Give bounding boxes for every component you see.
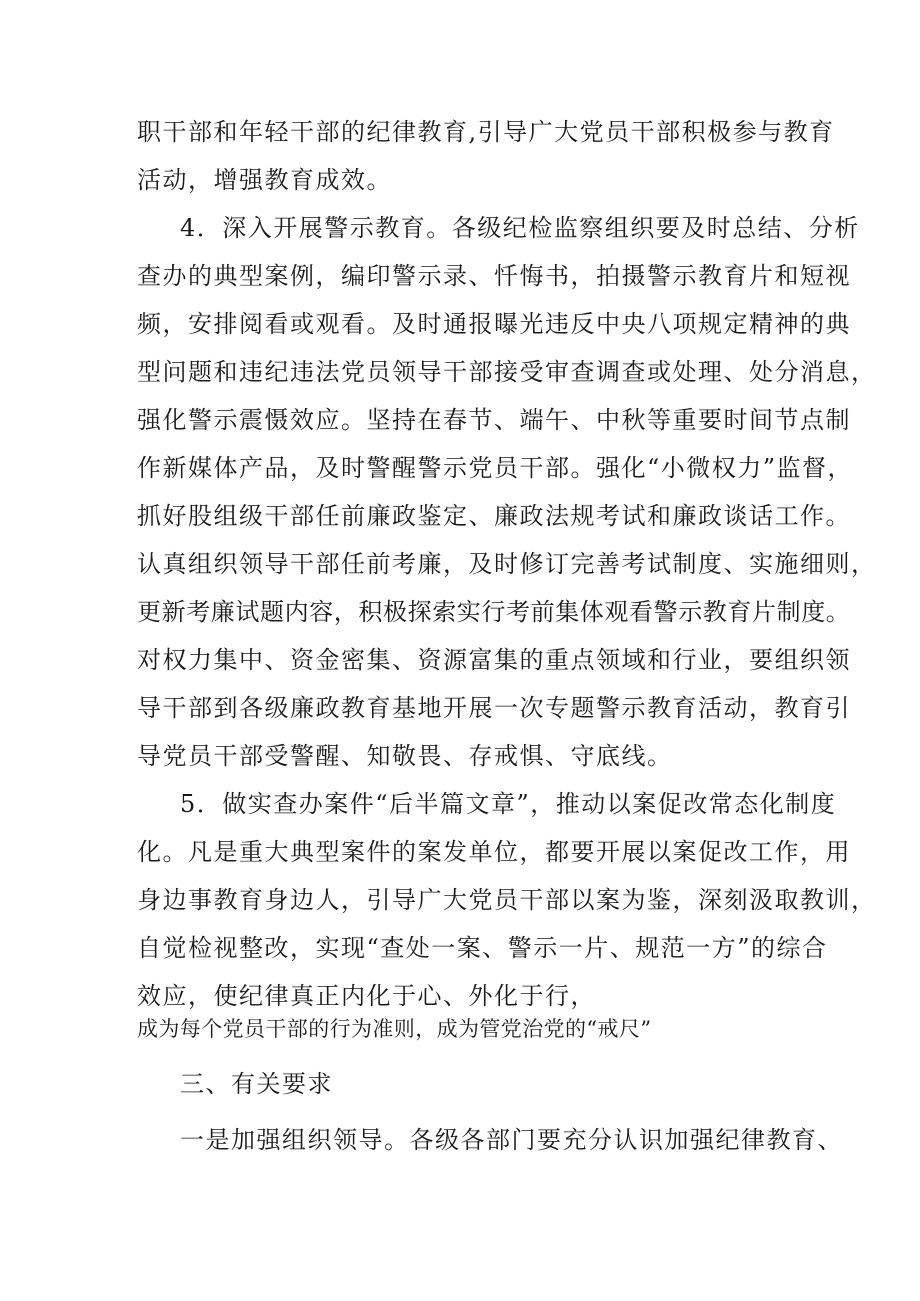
text-line-15: 5．做实查办案件“后半篇文章”，推动以案促改常态化制度 bbox=[180, 790, 837, 818]
text-line-2: 活动，增强教育成效。 bbox=[137, 166, 392, 194]
text-line-1: 职干部和年轻干部的纪律教育,引导广大党员干部积极参与教育 bbox=[137, 118, 835, 146]
text-line-5: 频，安排阅看或观看。及时通报曝光违反中央八项规定精神的典 bbox=[137, 310, 851, 338]
text-line-14: 导党员干部受警醒、知敬畏、存戒惧、守底线。 bbox=[137, 742, 673, 770]
text-line-17: 身边事教育身边人，引导广大党员干部以案为鉴，深刻汲取教训， bbox=[137, 886, 877, 914]
section-heading: 三、有关要求 bbox=[180, 1070, 333, 1098]
text-line-6: 型问题和违纪违法党员领导干部接受审查调查或处理、处分消息， bbox=[137, 358, 877, 386]
text-line-8: 作新媒体产品，及时警醒警示党员干部。强化“小微权力”监督， bbox=[137, 454, 854, 482]
text-line-9: 抓好股组级干部任前廉政鉴定、廉政法规考试和廉政谈话工作。 bbox=[137, 502, 851, 530]
text-line-13: 导干部到各级廉政教育基地开展一次专题警示教育活动，教育引 bbox=[137, 694, 851, 722]
text-line-18: 自觉检视整改，实现“查处一案、警示一片、规范一方”的综合 bbox=[137, 934, 828, 962]
text-line-16: 化。凡是重大典型案件的案发单位，都要开展以案促改工作，用 bbox=[137, 838, 851, 866]
text-line-19: 效应，使纪律真正内化于心、外化于行， bbox=[137, 982, 596, 1010]
text-line-3: 4．深入开展警示教育。各级纪检监察组织要及时总结、分析 bbox=[180, 214, 860, 242]
text-line-12: 对权力集中、资金密集、资源富集的重点领域和行业，要组织领 bbox=[137, 646, 851, 674]
text-line-11: 更新考廉试题内容，积极探索实行考前集体观看警示教育片制度。 bbox=[137, 598, 851, 626]
text-line-10: 认真组织领导干部任前考廉，及时修订完善考试制度、实施细则， bbox=[137, 550, 877, 578]
text-line-7: 强化警示震慑效应。坚持在春节、端午、中秋等重要时间节点制 bbox=[137, 406, 851, 434]
text-line-22: 一是加强组织领导。各级各部门要充分认识加强纪律教育、 bbox=[180, 1126, 843, 1154]
text-line-4: 查办的典型案例，编印警示录、忏悔书，拍摄警示教育片和短视 bbox=[137, 262, 851, 290]
text-line-20: 成为每个党员干部的行为准则，成为管党治党的“戒尺” bbox=[137, 1017, 652, 1041]
